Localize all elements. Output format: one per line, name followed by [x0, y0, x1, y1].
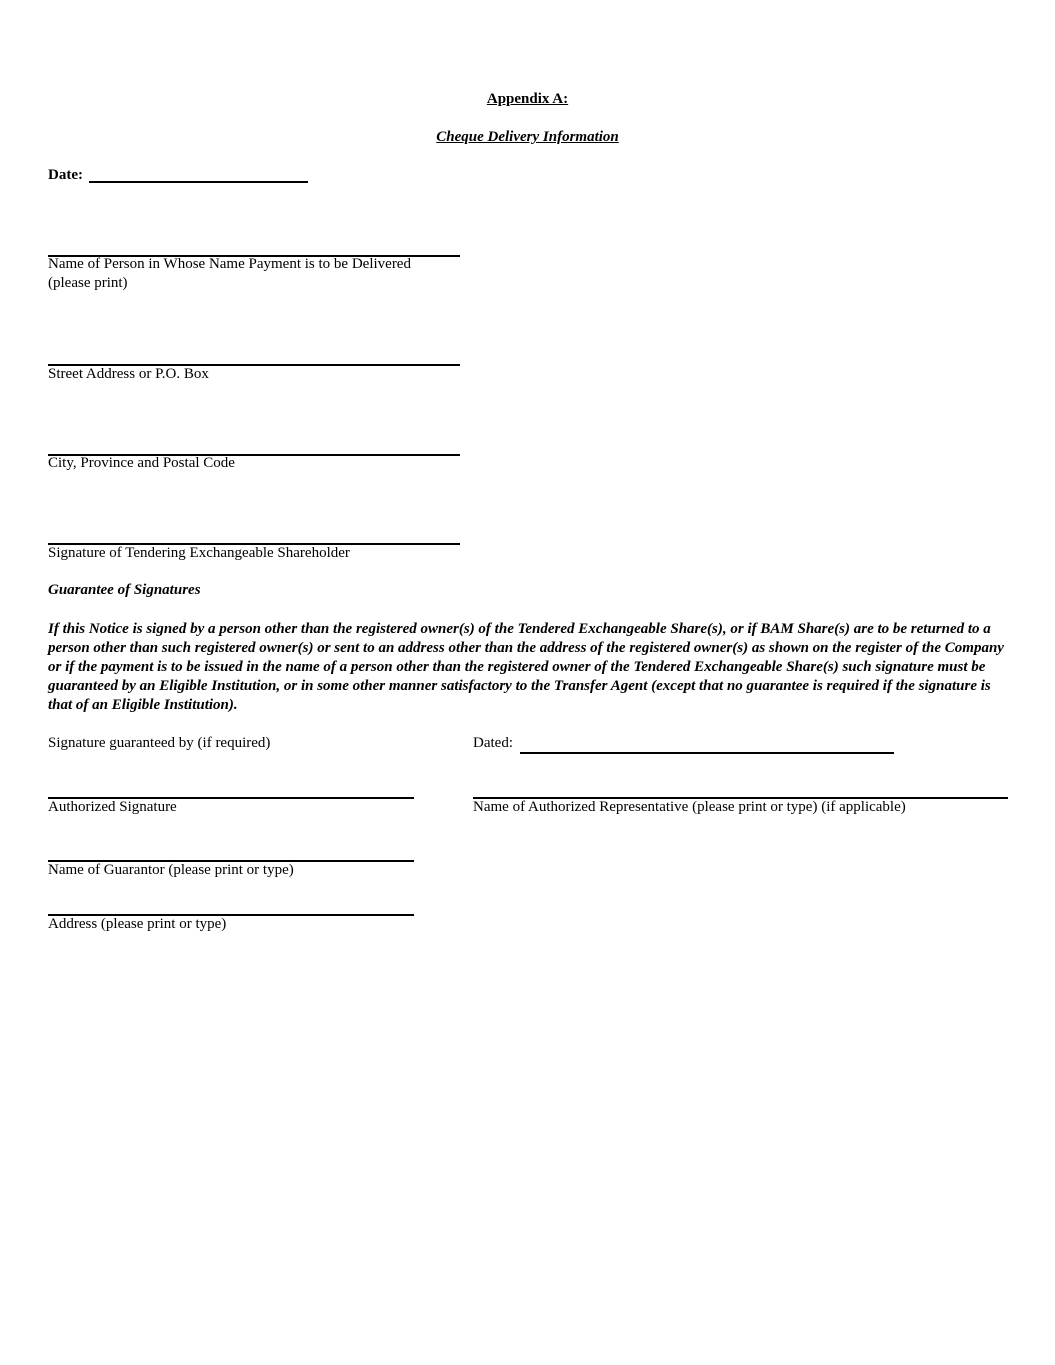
guarantor-name-label: Name of Guarantor (please print or type) — [48, 862, 294, 878]
street-label: Street Address or P.O. Box — [48, 366, 209, 382]
page-subtitle: Cheque Delivery Information — [436, 129, 619, 145]
page-title: Appendix A: — [486, 91, 569, 107]
guarantee-notice: If this Notice is signed by a person other than the registered owner(s) of the Tendered Exchangeable Share(s), or if BAM Share(s) are to be returned to a person other than such registered owner(s) or sent to an address other than the address of the registered owner(s) as shown on the register of the Company or if the payment is to be issued in the name of a person other than the registered owner of the Tendered Exchangeable Share(s) such signature must be guaranteed by an Eligible Institution, or in some other manner satisfactory to the Transfer Agent (except that no guarantee is required if the signature is that of an Eligible Institution). — [48, 621, 1004, 713]
guaranteed-by-label: Signature guaranteed by (if required) — [48, 735, 271, 751]
dated-label: Dated: — [473, 735, 513, 751]
payee-name-label: Name of Person in Whose Name Payment is to be Delivered — [48, 256, 411, 272]
guarantee-heading: Guarantee of Signatures — [48, 582, 201, 598]
payee-name-note: (please print) — [48, 275, 128, 291]
city-label: City, Province and Postal Code — [48, 455, 235, 471]
dated-line[interactable] — [520, 752, 894, 754]
date-label: Date: — [48, 167, 83, 183]
authorized-signature-label: Authorized Signature — [48, 799, 177, 815]
signature-label: Signature of Tendering Exchangeable Shareholder — [48, 545, 350, 561]
authorized-rep-label: Name of Authorized Representative (please print or type) (if applicable) — [473, 799, 906, 815]
address-label: Address (please print or type) — [48, 916, 227, 932]
date-line[interactable] — [89, 181, 308, 183]
